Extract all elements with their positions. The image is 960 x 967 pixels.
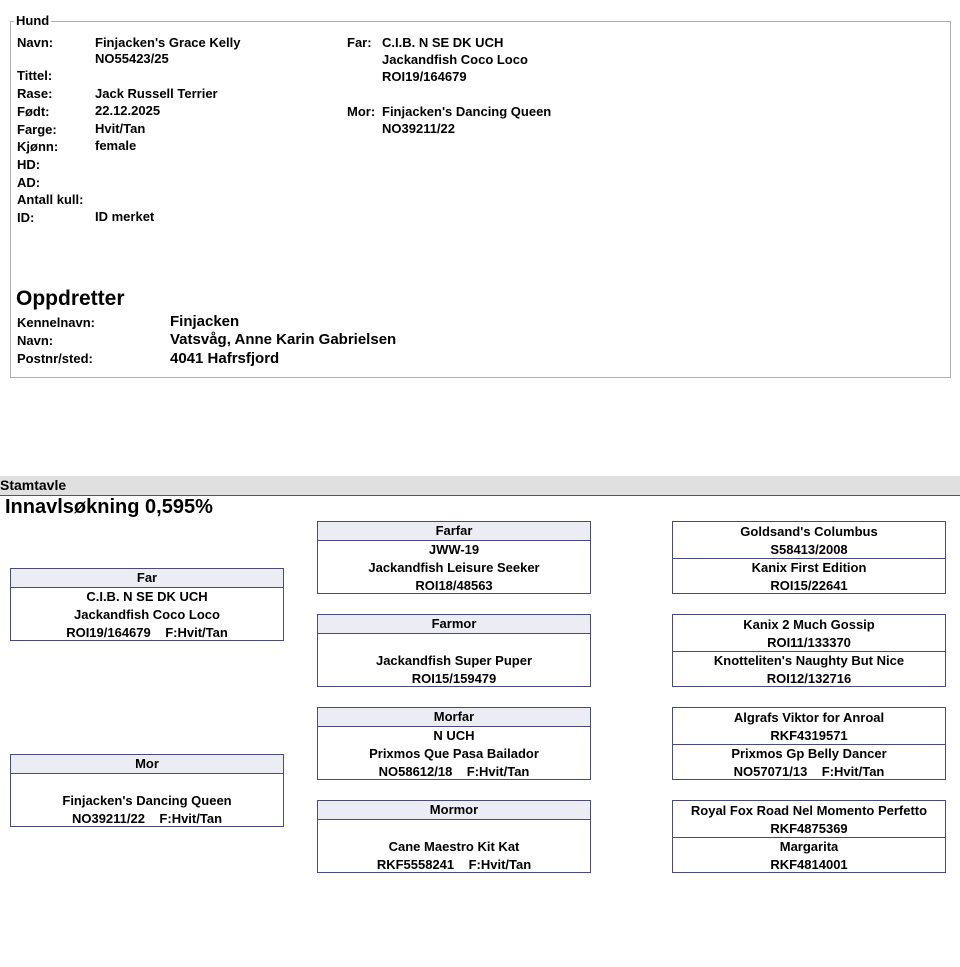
dog-rase: Jack Russell Terrier <box>95 86 218 101</box>
pedigree-gen3-pair-3 <box>672 707 946 780</box>
pedigree-gen3-reg: RKF4319571 <box>770 728 848 743</box>
pedigree-farfar-l1: JWW-19 <box>428 542 480 557</box>
rase-label: Rase: <box>17 86 53 101</box>
pedigree-gen3-reg: S58413/2008 <box>770 542 848 557</box>
pedigree-farfar-l2: Jackandfish Leisure Seeker <box>368 560 540 575</box>
pedigree-mormor-l2: RKF5558241 F:Hvit/Tan <box>376 857 532 872</box>
pedigree-farmor-head: Farmor <box>318 615 590 634</box>
fodt-label: Født: <box>17 104 50 119</box>
pedigree-gen3-name: Algrafs Viktor for Anroal <box>733 710 885 725</box>
dog-kjonn: female <box>95 138 137 153</box>
pedigree-mormor <box>317 800 591 873</box>
pedigree-farfar-head: Farfar <box>318 522 590 541</box>
pedigree-gen3-pair-4 <box>672 800 946 873</box>
pedigree-farmor-l2: ROI15/159479 <box>411 671 497 686</box>
pedigree-gen3-name: Knotteliten's Naughty But Nice <box>713 653 905 668</box>
pedigree-mor-head: Mor <box>11 755 283 774</box>
ad-label: AD: <box>17 175 41 190</box>
far-name: Jackandfish Coco Loco <box>382 52 528 67</box>
pedigree-gen3-reg: NO57071/13 F:Hvit/Tan <box>733 764 885 779</box>
dog-fodt: 22.12.2025 <box>95 103 161 118</box>
pedigree-far-l3: ROI19/164679 F:Hvit/Tan <box>66 625 228 640</box>
pedigree-gen3-pair-1 <box>672 521 946 594</box>
pedigree-gen3-reg: RKF4814001 <box>770 857 848 872</box>
oppdretter-navn-value: Vatsvåg, Anne Karin Gabrielsen <box>170 331 397 348</box>
pedigree-gen3-name: Kanix 2 Much Gossip <box>743 617 875 632</box>
mor-label: Mor: <box>347 104 376 119</box>
pedigree-gen3-name: Royal Fox Road Nel Momento Perfetto <box>690 803 928 818</box>
dog-id: ID merket <box>95 209 155 224</box>
pedigree-mormor-l1: Cane Maestro Kit Kat <box>388 839 520 854</box>
pedigree-farmor-l1: Jackandfish Super Puper <box>375 653 533 668</box>
pedigree-gen3-name: Margarita <box>779 839 839 854</box>
pedigree-gen3-pair-2 <box>672 614 946 687</box>
mor-info <box>382 103 551 137</box>
stamtavle-header: Stamtavle <box>0 476 960 496</box>
postnr-value: 4041 Hafrsfjord <box>170 350 280 367</box>
pedigree-gen3-name: Goldsand's Columbus <box>740 524 878 539</box>
dog-name: Finjacken's Grace Kelly <box>95 35 241 50</box>
mor-regnr: NO39211/22 <box>382 121 456 136</box>
pedigree-morfar-l3: NO58612/18 F:Hvit/Tan <box>378 764 530 779</box>
hd-label: HD: <box>17 157 41 172</box>
oppdretter-navn-label: Navn: <box>17 333 54 348</box>
pedigree-mor-l1: Finjacken's Dancing Queen <box>62 793 232 808</box>
antall-kull-label: Antall kull: <box>17 192 84 207</box>
kjonn-label: Kjønn: <box>17 139 59 154</box>
kennelnavn-label: Kennelnavn: <box>17 315 96 330</box>
pedigree-far <box>10 568 284 641</box>
oppdretter-title: Oppdretter <box>16 287 125 310</box>
tittel-label: Tittel: <box>17 68 53 83</box>
pedigree-farfar-l3: ROI18/48563 <box>415 578 493 593</box>
far-info <box>382 34 528 85</box>
pedigree-morfar-l2: Prixmos Que Pasa Bailador <box>369 746 539 761</box>
pedigree-farmor <box>317 614 591 687</box>
kennelnavn-value: Finjacken <box>170 313 240 330</box>
innavl-value: Innavlsøkning 0,595% <box>5 496 213 518</box>
postnr-label: Postnr/sted: <box>17 351 93 366</box>
pedigree-farfar <box>317 521 591 594</box>
pedigree-mor <box>10 754 284 827</box>
pedigree-far-head: Far <box>11 569 283 588</box>
pedigree-mormor-head: Mormor <box>318 801 590 820</box>
hund-legend: Hund <box>16 13 50 28</box>
pedigree-gen3-name: Kanix First Edition <box>751 560 867 575</box>
far-label: Far: <box>347 35 372 50</box>
pedigree-gen3-reg: ROI12/132716 <box>766 671 852 686</box>
mor-name: Finjacken's Dancing Queen <box>382 104 552 119</box>
id-label: ID: <box>17 210 35 225</box>
pedigree-gen3-reg: RKF4875369 <box>770 821 848 836</box>
pedigree-far-l1: C.I.B. N SE DK UCH <box>86 589 208 604</box>
far-regnr: ROI19/164679 <box>382 69 467 84</box>
pedigree-gen3-reg: ROI15/22641 <box>770 578 848 593</box>
dog-regnr: NO55423/25 <box>95 51 169 66</box>
dog-farge: Hvit/Tan <box>95 121 146 136</box>
pedigree-gen3-reg: ROI11/133370 <box>767 635 851 650</box>
pedigree-far-l2: Jackandfish Coco Loco <box>74 607 220 622</box>
pedigree-morfar <box>317 707 591 780</box>
pedigree-gen3-name: Prixmos Gp Belly Dancer <box>731 746 887 761</box>
pedigree-morfar-head: Morfar <box>318 708 590 727</box>
far-title: C.I.B. N SE DK UCH <box>382 35 504 50</box>
farge-label: Farge: <box>17 122 57 137</box>
navn-label: Navn: <box>17 35 54 50</box>
pedigree-mor-l2: NO39211/22 F:Hvit/Tan <box>71 811 223 826</box>
pedigree-morfar-l1: N UCH <box>433 728 475 743</box>
